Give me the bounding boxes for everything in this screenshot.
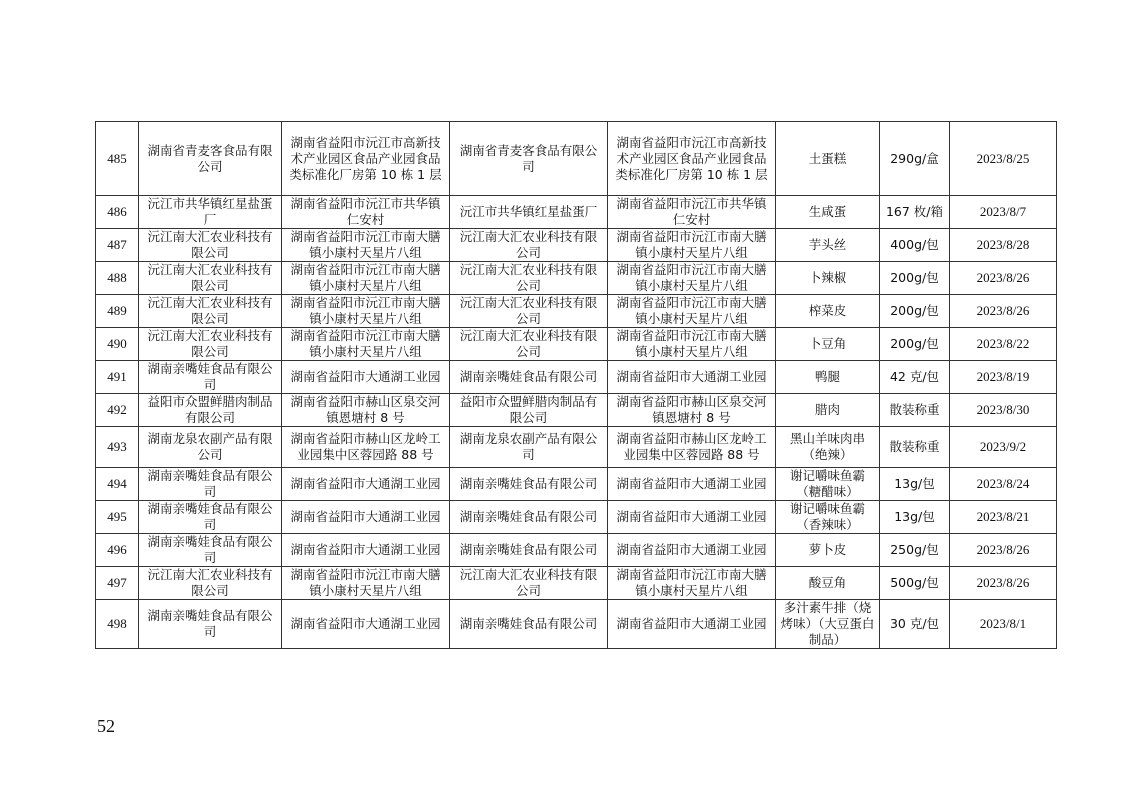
production-date-cell: 2023/8/7 (950, 196, 1057, 229)
seller-address-cell: 湖南省益阳市大通湖工业园 (608, 501, 776, 534)
producer-name-cell: 湖南亲嘴娃食品有限公司 (139, 468, 282, 501)
seller-name-cell: 湖南龙泉农副产品有限公司 (450, 427, 608, 468)
specification-cell: 13g/包 (880, 501, 950, 534)
producer-name-cell: 沅江南大汇农业科技有限公司 (139, 567, 282, 600)
product-name-cell: 生咸蛋 (776, 196, 880, 229)
producer-address-cell: 湖南省益阳市大通湖工业园 (282, 501, 450, 534)
seller-name-cell: 湖南亲嘴娃食品有限公司 (450, 534, 608, 567)
specification-cell: 200g/包 (880, 328, 950, 361)
seller-address-cell: 湖南省益阳市赫山区龙岭工业园集中区蓉园路 88 号 (608, 427, 776, 468)
page-number: 52 (97, 716, 115, 736)
producer-name-cell: 益阳市众盟鲜腊肉制品有限公司 (139, 394, 282, 427)
producer-address-cell: 湖南省益阳市大通湖工业园 (282, 534, 450, 567)
seller-name-cell: 湖南亲嘴娃食品有限公司 (450, 361, 608, 394)
seller-address-cell: 湖南省益阳市大通湖工业园 (608, 534, 776, 567)
specification-cell: 42 克/包 (880, 361, 950, 394)
producer-name-cell: 湖南亲嘴娃食品有限公司 (139, 534, 282, 567)
table-row (96, 394, 1057, 427)
production-date-cell: 2023/8/26 (950, 567, 1057, 600)
product-name-cell: 鸭腿 (776, 361, 880, 394)
product-name-cell: 卜辣椒 (776, 262, 880, 295)
seller-name-cell: 沅江南大汇农业科技有限公司 (450, 295, 608, 328)
production-date-cell: 2023/8/28 (950, 229, 1057, 262)
specification-cell: 400g/包 (880, 229, 950, 262)
producer-address-cell: 湖南省益阳市沅江市南大膳镇小康村天星片八组 (282, 295, 450, 328)
product-name-cell: 酸豆角 (776, 567, 880, 600)
table-row (96, 567, 1057, 600)
product-name-cell: 萝卜皮 (776, 534, 880, 567)
producer-name-cell: 沅江南大汇农业科技有限公司 (139, 295, 282, 328)
producer-address-cell: 湖南省益阳市赫山区泉交河镇恩塘村 8 号 (282, 394, 450, 427)
row-number-cell: 490 (96, 328, 139, 361)
producer-name-cell: 湖南省青麦客食品有限公司 (139, 122, 282, 196)
seller-address-cell: 湖南省益阳市沅江市共华镇仁安村 (608, 196, 776, 229)
product-name-cell: 卜豆角 (776, 328, 880, 361)
seller-address-cell: 湖南省益阳市沅江市南大膳镇小康村天星片八组 (608, 295, 776, 328)
table-row (96, 501, 1057, 534)
product-name-cell: 榨菜皮 (776, 295, 880, 328)
specification-cell: 200g/包 (880, 295, 950, 328)
producer-address-cell: 湖南省益阳市沅江市南大膳镇小康村天星片八组 (282, 567, 450, 600)
producer-address-cell: 湖南省益阳市沅江市南大膳镇小康村天星片八组 (282, 262, 450, 295)
producer-name-cell: 湖南亲嘴娃食品有限公司 (139, 361, 282, 394)
producer-name-cell: 沅江南大汇农业科技有限公司 (139, 262, 282, 295)
producer-address-cell: 湖南省益阳市赫山区龙岭工业园集中区蓉园路 88 号 (282, 427, 450, 468)
specification-cell: 500g/包 (880, 567, 950, 600)
row-number-cell: 488 (96, 262, 139, 295)
production-date-cell: 2023/8/26 (950, 534, 1057, 567)
table-row (96, 534, 1057, 567)
specification-cell: 200g/包 (880, 262, 950, 295)
row-number-cell: 491 (96, 361, 139, 394)
table-row (96, 600, 1057, 649)
specification-cell: 167 枚/箱 (880, 196, 950, 229)
seller-name-cell: 湖南亲嘴娃食品有限公司 (450, 468, 608, 501)
table-row (96, 361, 1057, 394)
seller-address-cell: 湖南省益阳市沅江市南大膳镇小康村天星片八组 (608, 262, 776, 295)
table-row (96, 229, 1057, 262)
production-date-cell: 2023/8/30 (950, 394, 1057, 427)
row-number-cell: 494 (96, 468, 139, 501)
production-date-cell: 2023/8/26 (950, 295, 1057, 328)
seller-address-cell: 湖南省益阳市赫山区泉交河镇恩塘村 8 号 (608, 394, 776, 427)
producer-address-cell: 湖南省益阳市沅江市共华镇仁安村 (282, 196, 450, 229)
production-date-cell: 2023/8/21 (950, 501, 1057, 534)
specification-cell: 290g/盒 (880, 122, 950, 196)
row-number-cell: 493 (96, 427, 139, 468)
seller-name-cell: 沅江南大汇农业科技有限公司 (450, 328, 608, 361)
specification-cell: 散装称重 (880, 394, 950, 427)
table-body (96, 122, 1057, 649)
table-row (96, 427, 1057, 468)
specification-cell: 13g/包 (880, 468, 950, 501)
production-date-cell: 2023/8/19 (950, 361, 1057, 394)
table-row (96, 262, 1057, 295)
seller-address-cell: 湖南省益阳市大通湖工业园 (608, 600, 776, 649)
table-row (96, 196, 1057, 229)
producer-address-cell: 湖南省益阳市大通湖工业园 (282, 468, 450, 501)
seller-name-cell: 湖南省青麦客食品有限公司 (450, 122, 608, 196)
row-number-cell: 496 (96, 534, 139, 567)
row-number-cell: 486 (96, 196, 139, 229)
producer-name-cell: 湖南龙泉农副产品有限公司 (139, 427, 282, 468)
producer-address-cell: 湖南省益阳市沅江市南大膳镇小康村天星片八组 (282, 229, 450, 262)
producer-address-cell: 湖南省益阳市大通湖工业园 (282, 600, 450, 649)
producer-name-cell: 沅江南大汇农业科技有限公司 (139, 328, 282, 361)
row-number-cell: 495 (96, 501, 139, 534)
row-number-cell: 485 (96, 122, 139, 196)
producer-name-cell: 湖南亲嘴娃食品有限公司 (139, 501, 282, 534)
product-name-cell: 腊肉 (776, 394, 880, 427)
seller-address-cell: 湖南省益阳市沅江市南大膳镇小康村天星片八组 (608, 567, 776, 600)
table-row (96, 295, 1057, 328)
row-number-cell: 487 (96, 229, 139, 262)
seller-name-cell: 沅江市共华镇红星盐蛋厂 (450, 196, 608, 229)
producer-name-cell: 沅江南大汇农业科技有限公司 (139, 229, 282, 262)
production-date-cell: 2023/8/1 (950, 600, 1057, 649)
table-row (96, 328, 1057, 361)
row-number-cell: 498 (96, 600, 139, 649)
specification-cell: 250g/包 (880, 534, 950, 567)
product-name-cell: 谢记嚼味鱼霸（糖醋味） (776, 468, 880, 501)
seller-address-cell: 湖南省益阳市沅江市高新技术产业园区食品产业园食品类标准化厂房第 10 栋 1 层 (608, 122, 776, 196)
table-row (96, 468, 1057, 501)
specification-cell: 30 克/包 (880, 600, 950, 649)
seller-name-cell: 沅江南大汇农业科技有限公司 (450, 567, 608, 600)
table-row (96, 122, 1057, 196)
producer-address-cell: 湖南省益阳市沅江市高新技术产业园区食品产业园食品类标准化厂房第 10 栋 1 层 (282, 122, 450, 196)
food-sampling-table (95, 121, 1057, 649)
product-name-cell: 芋头丝 (776, 229, 880, 262)
producer-address-cell: 湖南省益阳市大通湖工业园 (282, 361, 450, 394)
seller-address-cell: 湖南省益阳市沅江市南大膳镇小康村天星片八组 (608, 328, 776, 361)
production-date-cell: 2023/9/2 (950, 427, 1057, 468)
seller-address-cell: 湖南省益阳市沅江市南大膳镇小康村天星片八组 (608, 229, 776, 262)
seller-name-cell: 益阳市众盟鲜腊肉制品有限公司 (450, 394, 608, 427)
row-number-cell: 489 (96, 295, 139, 328)
product-name-cell: 多汁素牛排（烧烤味）（大豆蛋白制品） (776, 600, 880, 649)
seller-address-cell: 湖南省益阳市大通湖工业园 (608, 468, 776, 501)
product-name-cell: 谢记嚼味鱼霸（香辣味） (776, 501, 880, 534)
seller-name-cell: 湖南亲嘴娃食品有限公司 (450, 501, 608, 534)
production-date-cell: 2023/8/22 (950, 328, 1057, 361)
seller-name-cell: 沅江南大汇农业科技有限公司 (450, 262, 608, 295)
row-number-cell: 492 (96, 394, 139, 427)
production-date-cell: 2023/8/25 (950, 122, 1057, 196)
producer-address-cell: 湖南省益阳市沅江市南大膳镇小康村天星片八组 (282, 328, 450, 361)
seller-name-cell: 沅江南大汇农业科技有限公司 (450, 229, 608, 262)
production-date-cell: 2023/8/24 (950, 468, 1057, 501)
row-number-cell: 497 (96, 567, 139, 600)
producer-name-cell: 湖南亲嘴娃食品有限公司 (139, 600, 282, 649)
product-name-cell: 黑山羊味肉串（绝辣） (776, 427, 880, 468)
seller-name-cell: 湖南亲嘴娃食品有限公司 (450, 600, 608, 649)
seller-address-cell: 湖南省益阳市大通湖工业园 (608, 361, 776, 394)
producer-name-cell: 沅江市共华镇红星盐蛋厂 (139, 196, 282, 229)
specification-cell: 散装称重 (880, 427, 950, 468)
production-date-cell: 2023/8/26 (950, 262, 1057, 295)
product-name-cell: 土蛋糕 (776, 122, 880, 196)
